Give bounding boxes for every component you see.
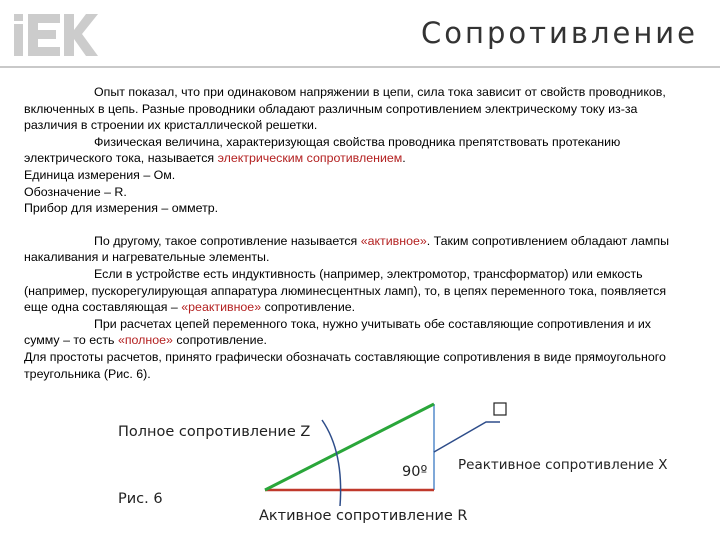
label-figure: Рис. 6: [118, 491, 163, 507]
paragraph-definition: Физическая величина, характеризующая свойства проводника препятствовать протеканию электрического тока, называется электрическим сопротивлением.: [24, 134, 621, 166]
term-active: «активное»: [360, 233, 427, 248]
paragraph-active: По другому, такое сопротивление называется «активное». Таким сопротивлением обладают лампы накаливания и нагревательные элементы.: [24, 233, 669, 265]
device-line: Прибор для измерения – омметр.: [24, 201, 219, 216]
paragraph-intro: Опыт показал, что при одинаковом напряжении в цепи, сила тока зависит от свойств проводников, включенных в цепь. Разные проводники обладают различным сопротивлением электрическому току из-за различия в строении их кристаллической решетки.: [24, 85, 666, 133]
page-title: Сопротивление: [421, 16, 698, 50]
angle-arc: [322, 420, 341, 506]
paragraph-reactive: Если в устройстве есть индуктивность (например, электромотор, трансформатор) или емкость (например, пускорегулирующая аппаратура люминесцентных ламп), то, в цепях переменного тока, появляется еще одна составляющая – «реактивное» сопротивление.: [24, 266, 667, 315]
label-angle: 90º: [402, 464, 428, 480]
label-reactive-resistance: Реактивное сопротивление X: [458, 457, 668, 473]
label-full-resistance: Полное сопротивление Z: [118, 424, 311, 440]
paragraph-triangle: Для простоты расчетов, принято графически обозначать составляющие сопротивления в виде прямоугольного треугольника (Рис. 6).: [24, 349, 666, 381]
term-electric-resistance: электрическим сопротивлением: [217, 151, 403, 166]
term-full: «полное»: [117, 333, 173, 348]
leader-end-square: [494, 403, 506, 415]
unit-line: Единица измерения – Ом.: [24, 167, 176, 182]
reactive-leader-line: [434, 422, 500, 452]
term-reactive: «реактивное»: [181, 300, 262, 315]
paragraph-full: При расчетах цепей переменного тока, нужно учитывать обе составляющие сопротивления и их сумму – то есть «полное» сопротивление.: [24, 316, 651, 348]
label-active-resistance: Активное сопротивление R: [259, 508, 468, 524]
symbol-line: Обозначение – R.: [24, 184, 127, 199]
